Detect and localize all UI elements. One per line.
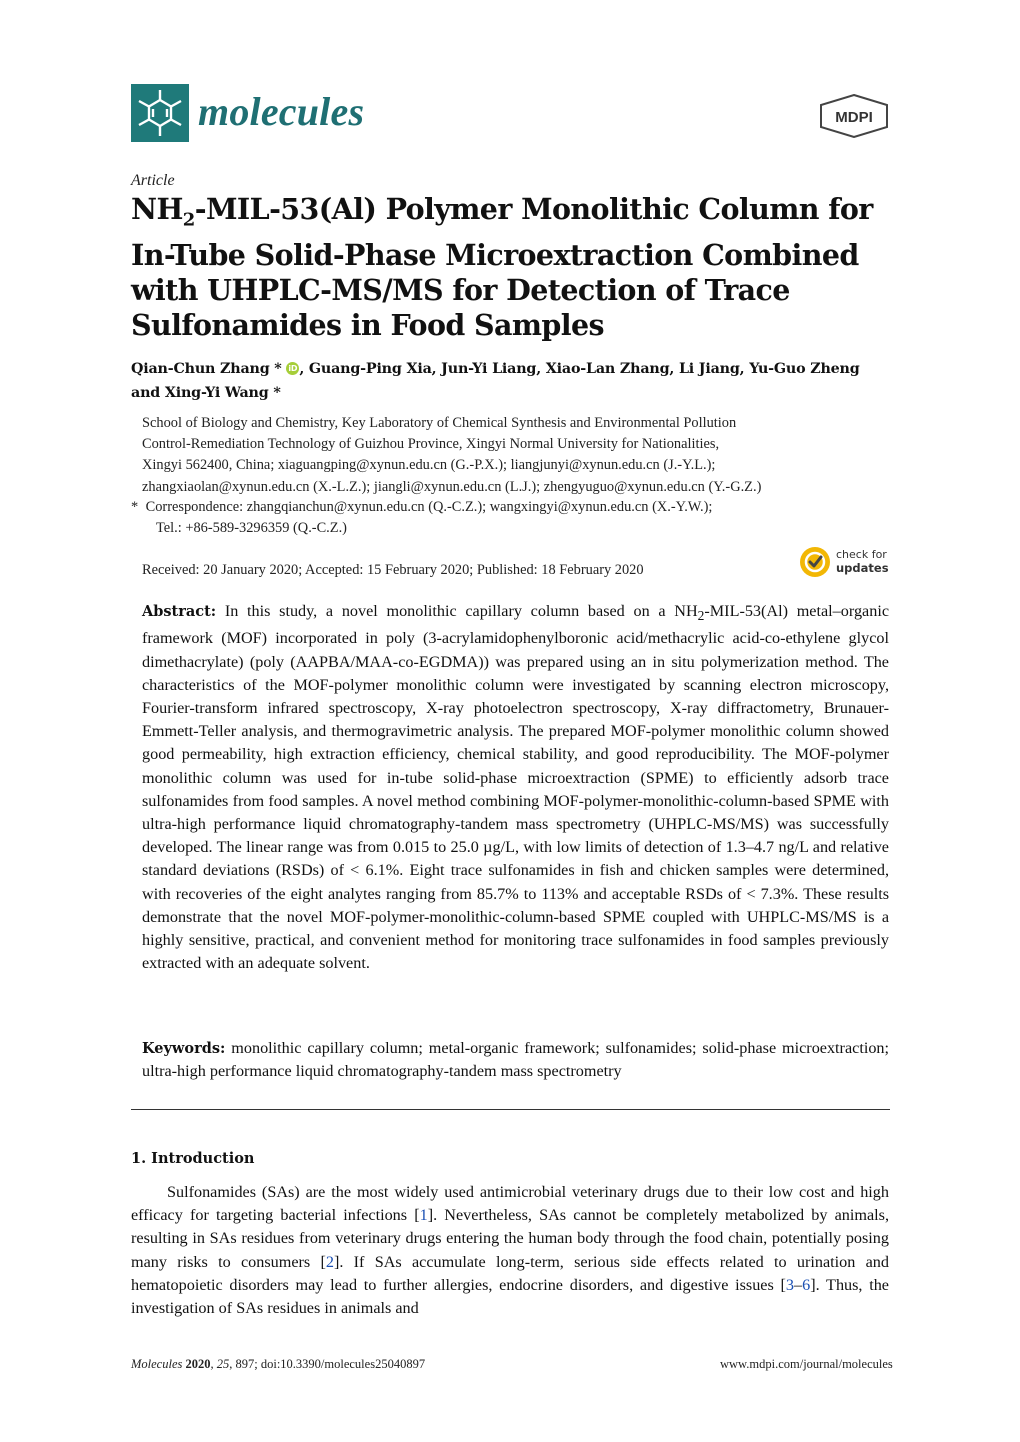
correspondence-star: * [131,499,139,515]
mdpi-logo[interactable] [818,94,890,138]
title-part2: -MIL-53(Al) Polymer Monolithic Column for In-Tube Solid-Phase Microextraction Combined with UHPLC-MS/MS for Detection of Trace Sulfonamides in Food Samples [131,192,873,342]
keywords-text: monolithic capillary column; metal-organic framework; sulfonamides; solid-phase microextraction; ultra-high performance liquid chromatography-tandem mass spectrometry [142,1039,889,1081]
paper-title [131,192,901,343]
correspondence-line: Correspondence: zhangqianchun@xynun.edu.cn (Q.-C.Z.); wangxingyi@xynun.edu.cn (X.-Y.W.); [145,499,713,515]
correspondence [131,497,901,539]
author-list [131,357,891,405]
abstract-text-b: -MIL-53(Al) metal–organic framework (MOF) incorporated in poly (3-acrylamidophenylboronic acid/methacrylic acid-co-ethylene glycol dimethacrylate) (poly (AAPBA/MAA-co-EGDMA)) was prepared using an in situ polymerization method. The characteristics of the MOF-polymer monolithic column were investigated by scanning electron microscopy, Fourier-transform infrared spectroscopy, X-ray photoelectron spectroscopy, X-ray diffractometry, Brunauer-Emmett-Teller analysis, and thermogravimetric analysis. The prepared MOF-polymer monolithic column showed good permeability, high extraction efficiency, chemical stability, and good reproducibility. The MOF-polymer monolithic column was used for in-tube solid-phase microextraction (SPME) to efficiently adsorb trace sulfonamides from food samples. A novel method combining MOF-polymer-monolithic-column-based SPME with ultra-high performance liquid chromatography-tandem mass spectrometry (UHPLC-MS/MS) was successfully developed. The linear range was from 0.015 to 25.0 µg/L, with low limits of detection of 1.3–4.7 ng/L and relative standard deviations (RSDs) of < 6.1%. Eight trace sulfonamides in fish and chicken samples were determined, with recoveries of the eight analytes ranging from 85.7% to 113% and acceptable RSDs of < 7.3%. These results demonstrate that the novel MOF-polymer-monolithic-column-based SPME coupled with UHPLC-MS/MS is a highly sensitive, practical, and convenient method for monitoring trace sulfonamides in food samples previously extracted with an adequate solvent. [142,602,889,973]
correspondence-tel: Tel.: +86-589-3296359 (Q.-C.Z.) [156,520,347,537]
title-subscript: 2 [182,209,195,231]
keywords [142,1037,889,1083]
journal-url-link[interactable]: www.mdpi.com/journal/molecules [720,1357,893,1371]
keywords-label: Keywords: [142,1040,226,1057]
citation-link[interactable]: 6 [802,1275,811,1294]
intro-paragraph [131,1181,889,1320]
intro-text: Sulfonamides (SAs) are the most widely used antimicrobial veterinary drugs due to their low cost and high efficacy for targeting bacterial infections [ [131,1183,889,1225]
check-for-updates-button[interactable] [800,545,900,581]
abstract-label: Abstract: [142,603,217,620]
checkmark-icon [800,547,830,577]
check-for-label: check for [836,548,887,561]
section-heading: 1. Introduction [131,1150,255,1167]
title-part1: NH [131,192,183,226]
citation-dash: – [794,1275,803,1294]
footer-volume: , 25 [210,1357,230,1371]
footer-journal: Molecules [131,1357,183,1371]
author-rest: , Guang-Ping Xia, Jun-Yi Liang, Xiao-Lan Zhang, Li Jiang, Yu-Guo Zheng and Xing-Yi Wang * [131,361,860,401]
intro-text: ]. Nevertheless, SAs cannot be completely metabolized by animals, resulting in SAs residues from veterinary drugs entering the human body through the food chain, potentially posing many risks to consumers [ [131,1206,889,1271]
orcid-icon[interactable]: iD [286,362,299,375]
citation-link[interactable]: 3 [785,1275,794,1294]
updates-label: updates [836,561,889,575]
affiliation-line: Control-Remediation Technology of Guizhou Province, Xingyi Normal University for Nationalities, [142,436,720,453]
author-first: Qian-Chun Zhang * [131,361,282,377]
mdpi-text: MDPI [835,109,873,126]
affiliation-line: School of Biology and Chemistry, Key Laboratory of Chemical Synthesis and Environmental Pollution [142,415,737,431]
journal-logo[interactable] [131,84,391,144]
affiliation-line: zhangxiaolan@xynun.edu.cn (X.-L.Z.); jiangli@xynun.edu.cn (L.J.); zhengyuguo@xynun.edu.cn (Y.-G.Z.) [142,478,762,495]
publication-dates: Received: 20 January 2020; Accepted: 15 February 2020; Published: 18 February 2020 [142,562,644,578]
section-divider [131,1109,890,1110]
abstract-text-a: In this study, a novel monolithic capillary column based on a NH [216,602,698,620]
citation-link[interactable]: 1 [419,1206,428,1225]
abstract-subscript: 2 [697,608,705,624]
article-type: Article [131,172,175,189]
abstract [142,600,889,975]
affiliation [142,413,902,498]
footer-citation [131,1357,425,1372]
intro-text: ]. Thus, the investigation of SAs residues in animals and [131,1275,889,1318]
footer-year: 2020 [182,1357,211,1371]
molecule-icon [131,84,189,142]
journal-name: molecules [198,89,365,134]
citation-link[interactable]: 2 [325,1252,334,1271]
intro-text: ]. If SAs accumulate long-term, serious side effects related to urination and hematopoietic disorders may lead to further allergies, endocrine disorders, and digestive issues [ [131,1252,889,1294]
footer-doi: , 897; doi:10.3390/molecules25040897 [229,1357,426,1371]
affiliation-line: Xingyi 562400, China; xiaguangping@xynun.edu.cn (G.-P.X.); liangjunyi@xynun.edu.cn (J.-Y.L.); [142,457,716,474]
